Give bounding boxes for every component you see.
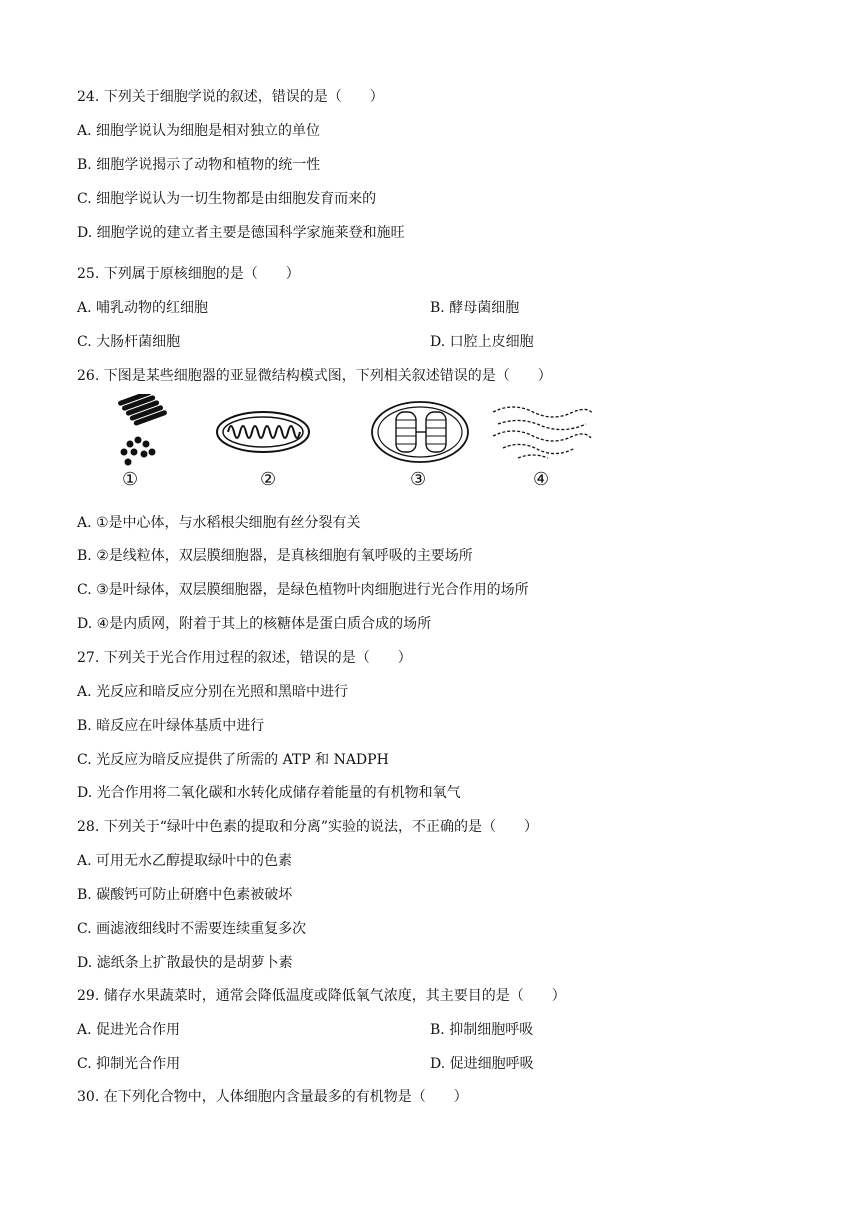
question-27-stem: 27. 下列关于光合作用过程的叙述，错误的是（ ） — [77, 650, 412, 666]
question-28-stem: 28. 下列关于“绿叶中色素的提取和分离”实验的说法，不正确的是（ ） — [77, 819, 539, 835]
figure-label-3: ③ — [410, 469, 427, 490]
mitochondrion-drawing — [217, 412, 309, 452]
question-28-option-a: A. 可用无水乙醇提取绿叶中的色素 — [77, 853, 293, 869]
question-27-option-d: D. 光合作用将二氧化碳和水转化成储存着能量的有机物和氧气 — [77, 785, 461, 801]
question-25-option-d: D. 口腔上皮细胞 — [430, 334, 534, 350]
question-29-option-b: B. 抑制细胞呼吸 — [430, 1022, 534, 1038]
question-24-option-c: C. 细胞学说认为一切生物都是由细胞发育而来的 — [77, 191, 377, 207]
question-26-option-c: C. ③是叶绿体，双层膜细胞器，是绿色植物叶肉细胞进行光合作用的场所 — [77, 582, 529, 598]
question-26-option-a: A. ①是中心体，与水稻根尖细胞有丝分裂有关 — [77, 515, 361, 531]
question-27-option-c: C. 光反应为暗反应提供了所需的 ATP 和 NADPH — [77, 752, 389, 768]
question-26-option-d: D. ④是内质网，附着于其上的核糖体是蛋白质合成的场所 — [77, 616, 432, 632]
question-24-option-b: B. 细胞学说揭示了动物和植物的统一性 — [77, 157, 321, 173]
question-27-option-a: A. 光反应和暗反应分别在光照和黑暗中进行 — [77, 684, 349, 700]
question-28-option-b: B. 碳酸钙可防止研磨中色素被破坏 — [77, 887, 293, 903]
question-29-option-d: D. 促进细胞呼吸 — [430, 1056, 534, 1072]
figure-label-2: ② — [260, 469, 277, 490]
question-26-stem: 26. 下图是某些细胞器的亚显微结构模式图，下列相关叙述错误的是（ ） — [77, 368, 552, 384]
question-25-stem: 25. 下列属于原核细胞的是（ ） — [77, 266, 300, 282]
question-24-stem: 24. 下列关于细胞学说的叙述，错误的是（ ） — [77, 89, 384, 105]
question-25-option-c: C. 大肠杆菌细胞 — [77, 334, 181, 350]
figure-label-1: ① — [122, 469, 139, 490]
question-27-option-b: B. 暗反应在叶绿体基质中进行 — [77, 718, 265, 734]
question-25-option-b: B. 酵母菌细胞 — [430, 300, 520, 316]
question-24-option-d: D. 细胞学说的建立者主要是德国科学家施莱登和施旺 — [77, 225, 405, 241]
question-26-option-b: B. ②是线粒体，双层膜细胞器，是真核细胞有氧呼吸的主要场所 — [77, 548, 473, 564]
question-28-option-c: C. 画滤液细线时不需要连续重复多次 — [77, 921, 307, 937]
question-24-option-a: A. 细胞学说认为细胞是相对独立的单位 — [77, 123, 321, 139]
question-30-stem: 30. 在下列化合物中，人体细胞内含量最多的有机物是（ ） — [77, 1089, 468, 1105]
organelle-diagram — [108, 394, 608, 470]
question-29-stem: 29. 储存水果蔬菜时，通常会降低温度或降低氧气浓度，其主要目的是（ ） — [77, 988, 566, 1004]
question-29-option-c: C. 抑制光合作用 — [77, 1056, 181, 1072]
centriole-drawing — [118, 394, 167, 465]
endoplasmic-reticulum-drawing — [493, 407, 593, 458]
figure-label-4: ④ — [533, 469, 550, 490]
question-25-option-a: A. 哺乳动物的红细胞 — [77, 300, 209, 316]
chloroplast-drawing — [372, 402, 468, 462]
question-29-option-a: A. 促进光合作用 — [77, 1022, 181, 1038]
question-28-option-d: D. 滤纸条上扩散最快的是胡萝卜素 — [77, 955, 293, 971]
